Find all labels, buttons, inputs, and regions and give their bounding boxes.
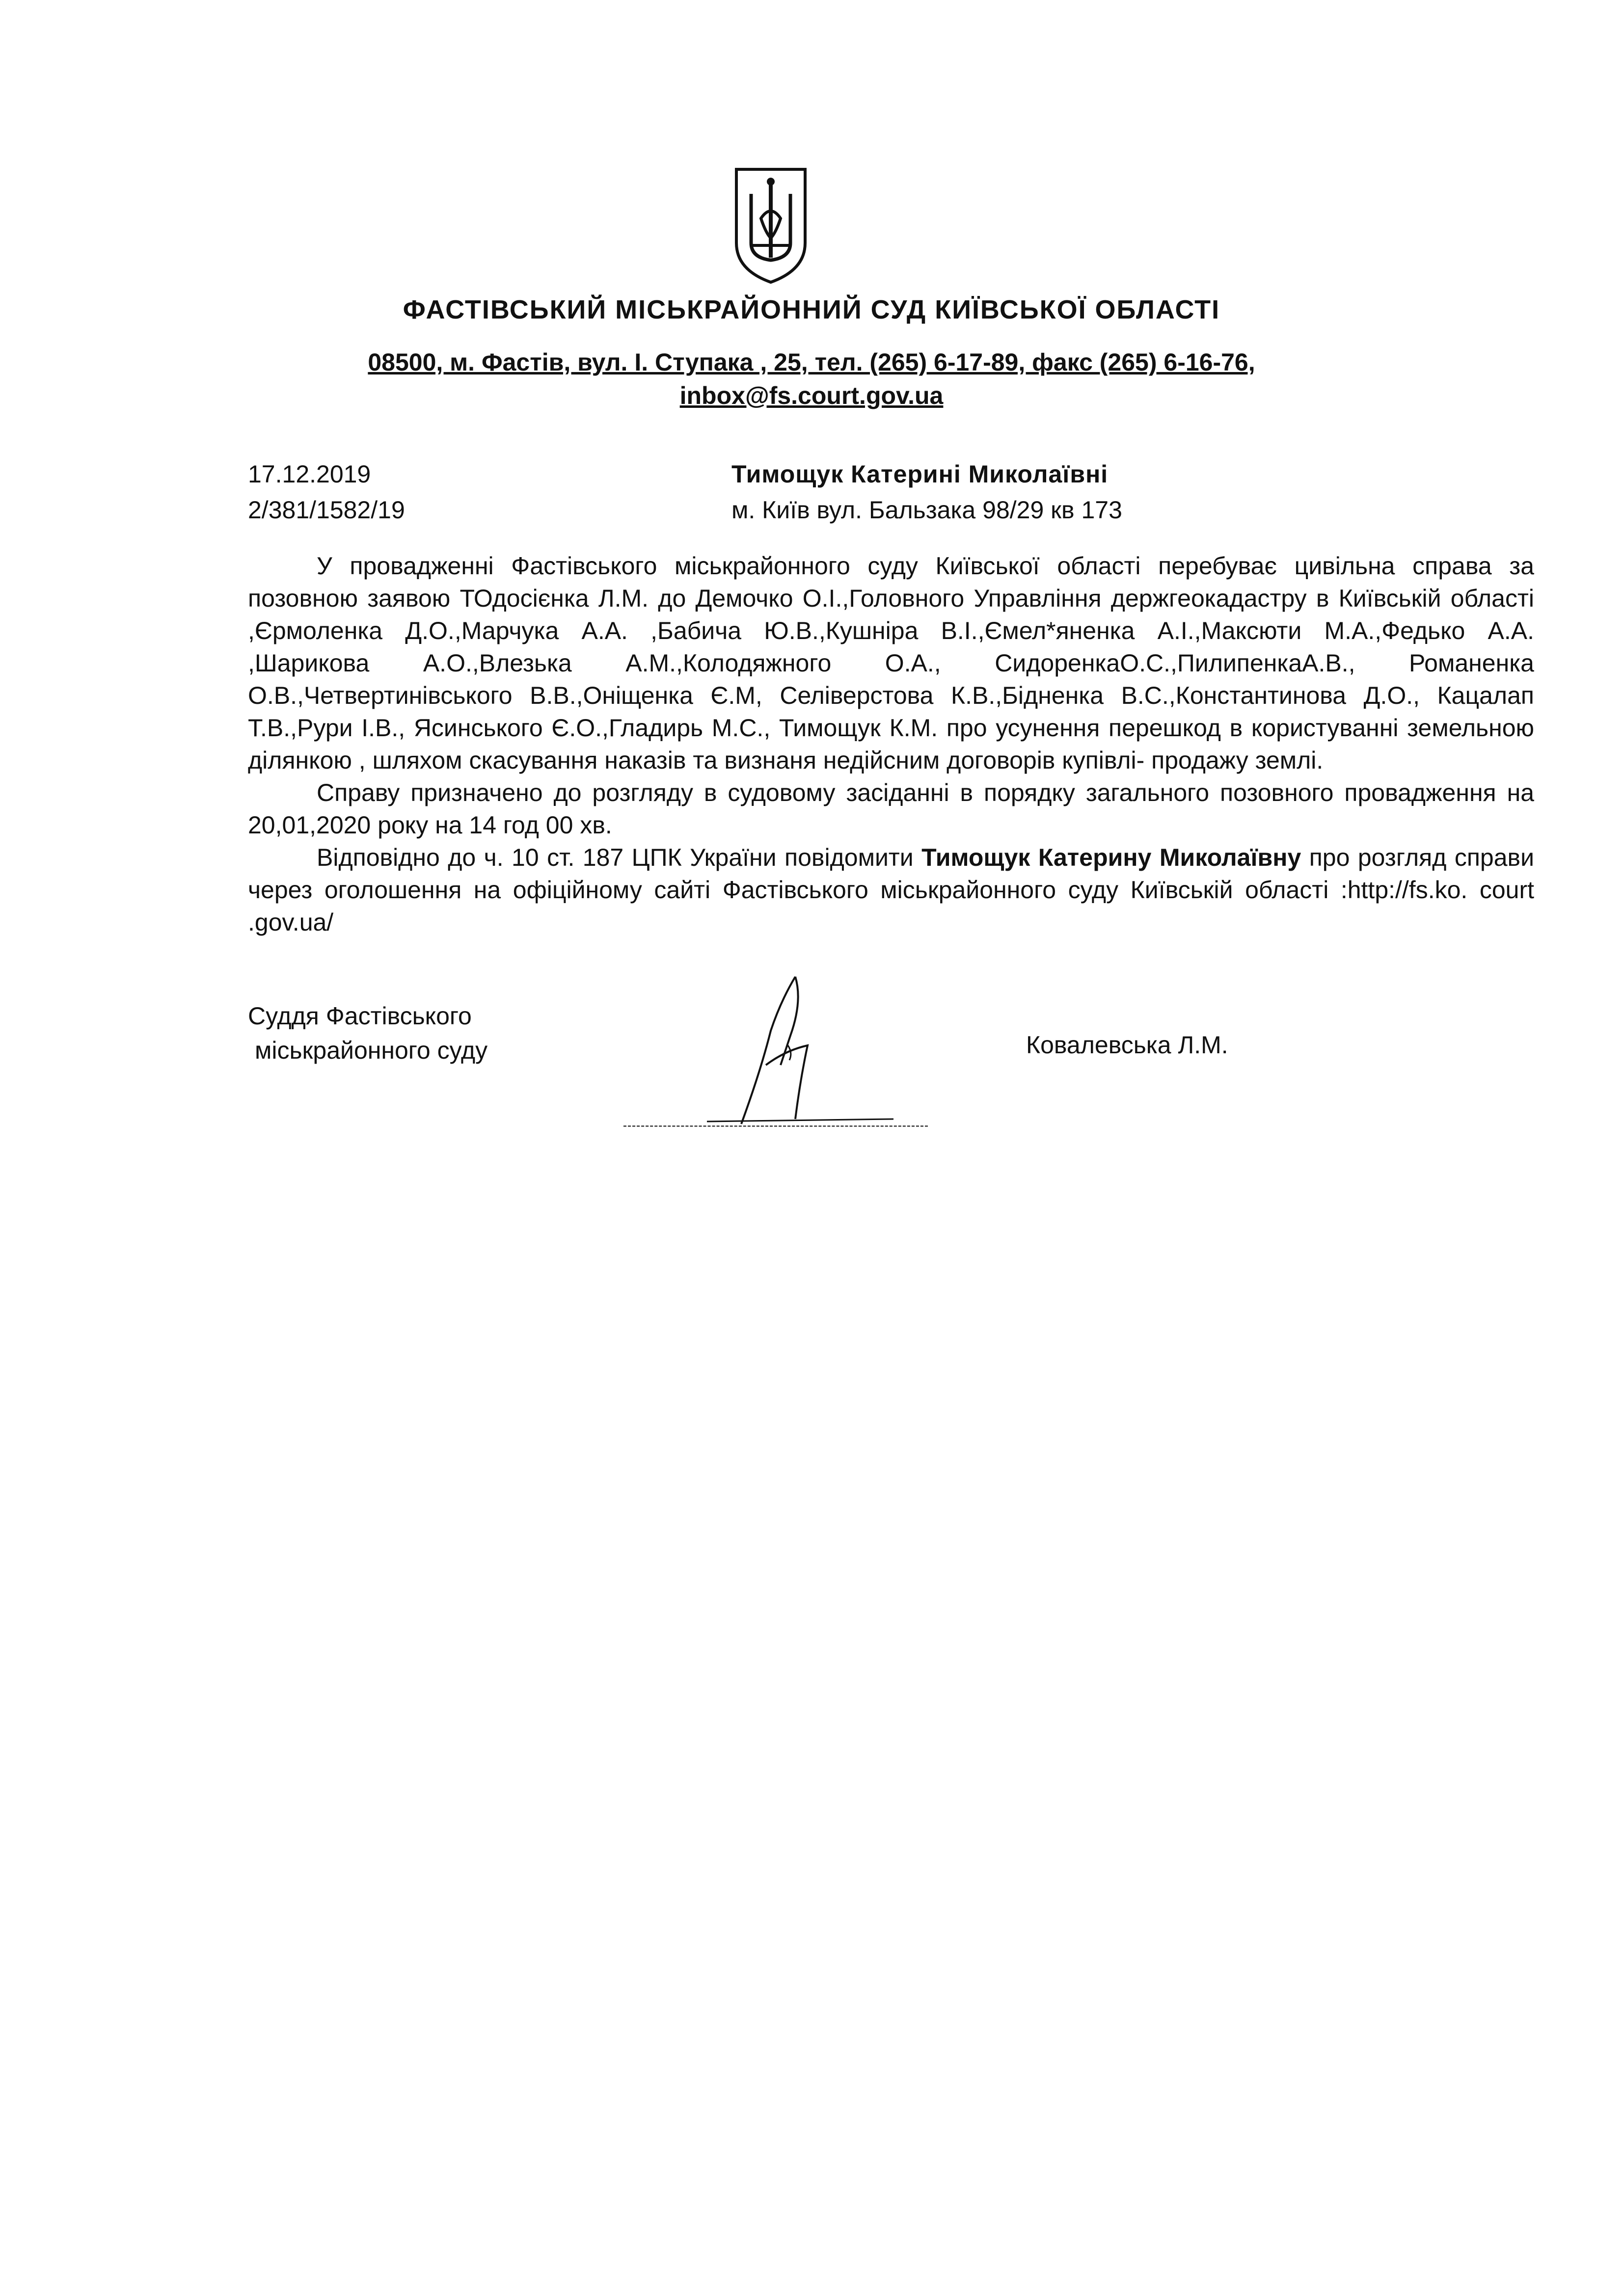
coat-of-arms-icon bbox=[722, 160, 820, 287]
address-line: 08500, м. Фастів, вул. І. Ступака , 25, тел. (265) 6-17-89, факс (265) 6-16-76, bbox=[368, 348, 1255, 376]
judge-title-line-1: Суддя Фастівського bbox=[248, 1002, 472, 1030]
body-paragraph-3-end: про розгляд справи через оголошення на офіційному сайті Фастівського міськрайонного суду Київській області :http://fs.ko. court .gov.ua/ bbox=[248, 844, 1535, 936]
addressee-address: м. Київ вул. Бальзака 98/29 кв 173 bbox=[731, 496, 1122, 524]
body-paragraph-1: У провадженні Фастівського міськрайонного суду Київської області перебуває цивільна справа за позовною заявою ТОдосієнка Л.М. до Демочко О.І.,Головного Управління держгеокадастру в Київській області ,Єрмоленка Д.О.,Марчука А.А. ,Бабича Ю.В.,Кушніра В.І.,Ємел*яненка А.І.,Максюти М.А.,Федько А.А. ,Шарикова А.О.,Влезька А.М.,Колодяжного О.А., СидоренкаО.С.,ПилипенкаА.В., Романенка О.В.,Четвертинівського В.В.,Оніщенка Є.М, Селіверстова К.В.,Бідненка В.С.,Константинова Д.О., Кацалап Т.В.,Рури І.В., Ясинського Є.О.,Гладирь М.С., Тимощук К.М. про усунення перешкод в користуванні земельною ділянкою , шляхом скасування наказів та визнаня недійсним договорів купівлі- продажу землі. bbox=[248, 552, 1534, 774]
body-paragraph-2: Справу призначено до розгляду в судовому засіданні в порядку загального позовного провадження на 20,01,2020 року на 14 год 00 хв. bbox=[248, 779, 1534, 839]
letter-date: 17.12.2019 bbox=[248, 460, 371, 488]
court-address bbox=[0, 346, 1623, 412]
body-paragraph-3-start: Відповідно до ч. 10 ст. 187 ЦПК України повідомити bbox=[317, 844, 922, 871]
letter-meta bbox=[248, 456, 405, 528]
signature-line bbox=[623, 1125, 928, 1127]
judge-title-line-2: міськрайонного суду bbox=[255, 1037, 488, 1064]
addressee-name: Тимощук Катерині Миколаївні bbox=[731, 460, 1109, 488]
court-name: ФАСТІВСЬКИЙ МІСЬКРАЙОННИЙ СУД КИЇВСЬКОЇ ОБЛАСТІ bbox=[403, 295, 1220, 324]
judge-title bbox=[248, 999, 487, 1068]
letter-body bbox=[248, 550, 1534, 938]
handwritten-signature bbox=[619, 972, 943, 1134]
case-number: 2/381/1582/19 bbox=[248, 496, 405, 524]
judge-name: Ковалевська Л.М. bbox=[1026, 1031, 1228, 1059]
court-email: inbox@fs.court.gov.ua bbox=[679, 381, 944, 409]
addressee-block bbox=[731, 456, 1122, 528]
notified-person-name: Тимощук Катерину Миколаївну bbox=[921, 844, 1301, 871]
body-paragraph-3 bbox=[248, 841, 1534, 938]
